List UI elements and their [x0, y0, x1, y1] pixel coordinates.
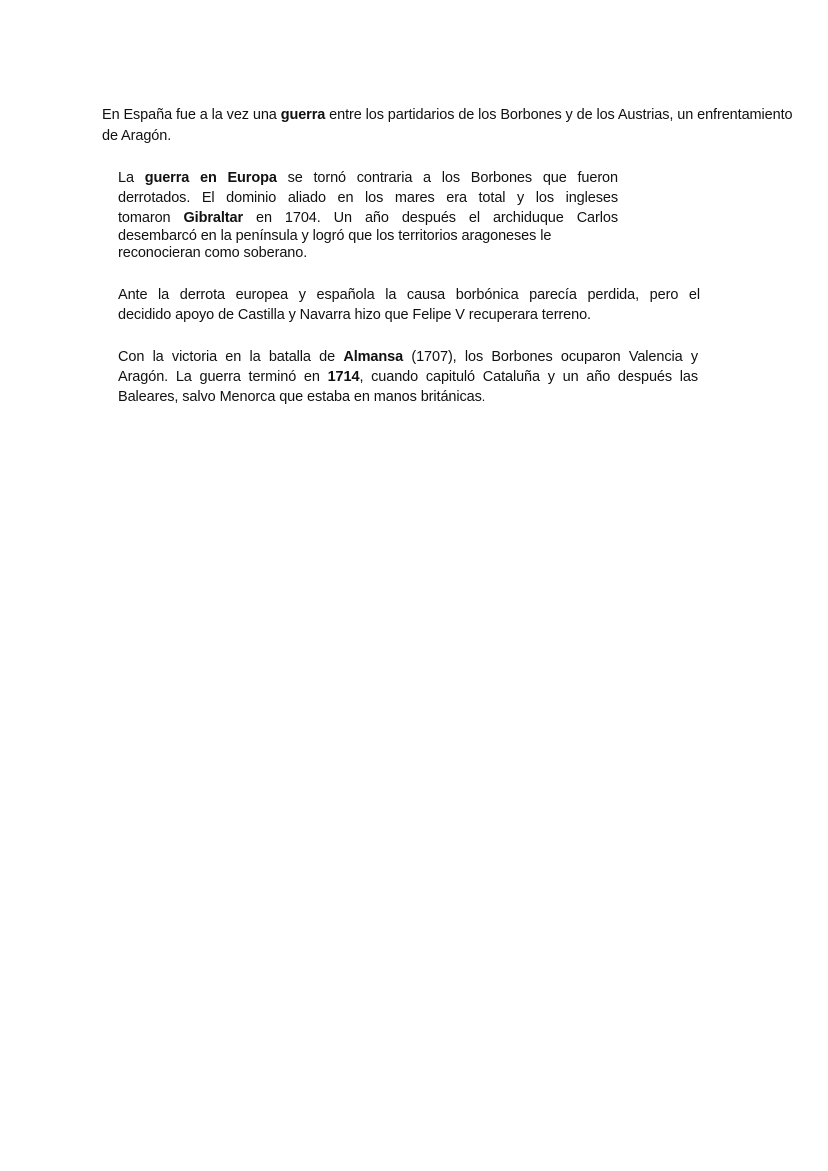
text-run: en 1704. Un año después el archiduque Carlos: [243, 210, 618, 226]
intro-line-2: de Aragón.: [102, 128, 172, 144]
text-run: se tornó contraria a los Borbones que fueron: [276, 170, 618, 186]
text-run: tomaron: [118, 210, 184, 226]
bold-term-guerra: guerra: [280, 107, 326, 123]
bold-term-guerra-en-europa: guerra en Europa: [144, 170, 277, 186]
text-run: entre los partidarios de los Borbones y de los Austrias, un enfrentamiento: [325, 107, 793, 123]
text-run: Aragón. La guerra terminó en: [118, 369, 328, 385]
intro-paragraph: [102, 105, 828, 147]
text-run: Baleares, salvo Menorca que estaba en manos británicas: [118, 389, 482, 405]
text-run: .: [481, 390, 486, 404]
bold-term-almansa: Almansa: [343, 349, 404, 365]
paragraph-line: reconocieran como soberano.: [118, 245, 308, 261]
text-run: (1707), los Borbones ocuparon Valencia y: [403, 349, 698, 365]
paragraph-line: [118, 347, 698, 367]
text-run: , cuando capituló Cataluña y un año después las: [359, 369, 698, 385]
paragraph-line: decidido apoyo de Castilla y Navarra hizo que Felipe V recuperara terreno.: [118, 307, 591, 323]
bold-term-gibraltar: Gibraltar: [183, 210, 244, 226]
paragraph-europe-war: [118, 168, 618, 262]
bold-term-1714: 1714: [327, 369, 360, 385]
paragraph-european-defeat: [118, 285, 700, 325]
paragraph-line: [118, 387, 698, 407]
paragraph-line: [118, 367, 698, 387]
text-run: La: [118, 170, 145, 186]
paragraph-line: desembarcó en la península y logró que los territorios aragoneses le: [118, 228, 552, 244]
intro-line-1: [102, 105, 828, 126]
text-run: En España fue a la vez una: [102, 107, 281, 123]
paragraph-line: Ante la derrota europea y española la causa borbónica parecía perdida, pero el: [118, 287, 700, 303]
text-run: Con la victoria en la batalla de: [118, 349, 344, 365]
paragraph-almansa-victory: [118, 347, 698, 407]
paragraph-line: [118, 208, 618, 228]
paragraph-line: [118, 168, 618, 188]
paragraph-line: derrotados. El dominio aliado en los mares era total y los ingleses: [118, 190, 618, 206]
